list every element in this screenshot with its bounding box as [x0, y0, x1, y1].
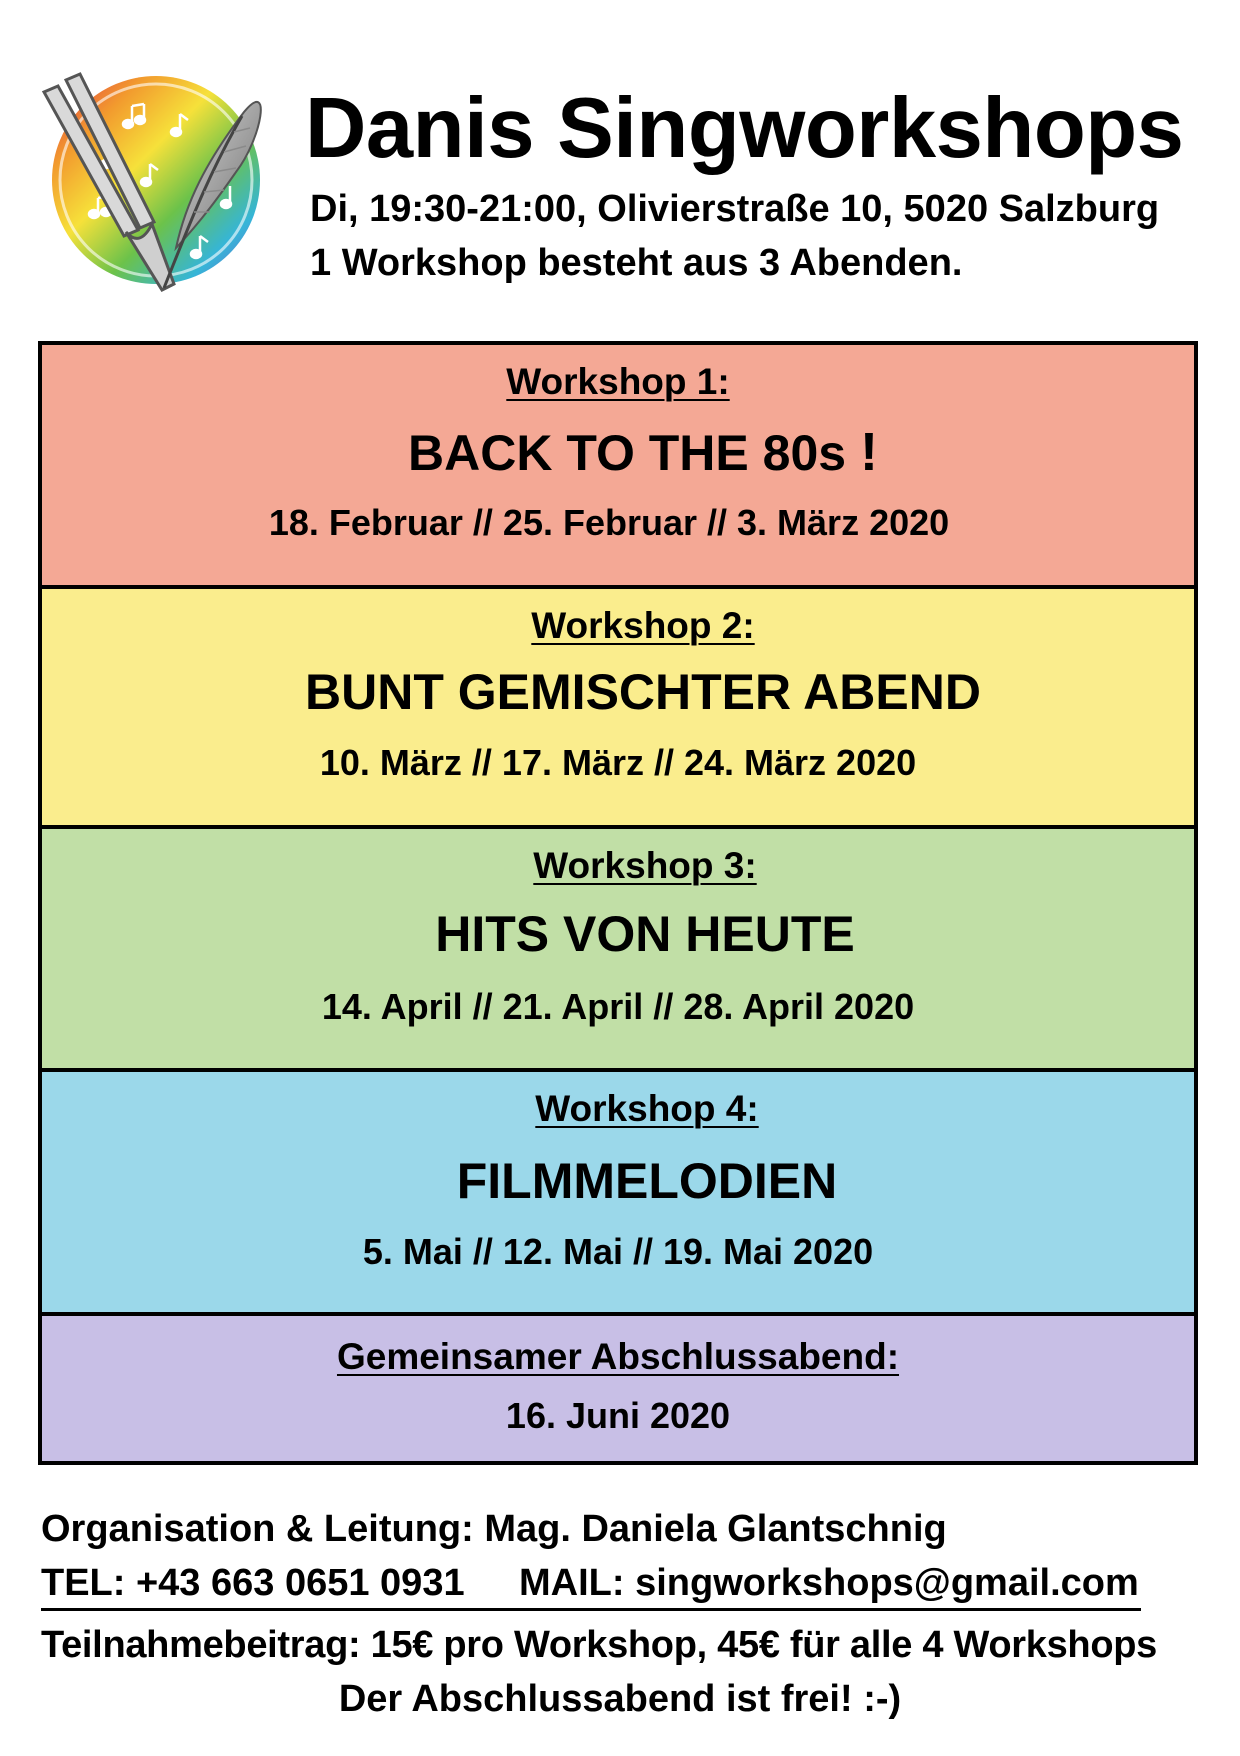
workshop-name: BUNT GEMISCHTER ABEND [305, 664, 981, 720]
phone-number: TEL: +43 663 0651 0931 [41, 1562, 465, 1604]
workshop-name: FILMMELODIEN [456, 1153, 838, 1209]
contact-line [41, 1564, 1141, 1611]
workshop-3-block [42, 825, 1194, 1068]
email-address: MAIL: singworkshops@gmail.com [519, 1562, 1139, 1604]
workshop-dates: 14. April // 21. April // 28. April 2020 [321, 986, 915, 1027]
organisation-line: Organisation & Leitung: Mag. Daniela Glantschnig [41, 1508, 947, 1550]
fee-line: Teilnahmebeitrag: 15€ pro Workshop, 45€ für alle 4 Workshops [41, 1624, 1157, 1666]
workshop-name: BACK TO THE 80s ! [408, 422, 878, 482]
final-evening-block [42, 1312, 1194, 1461]
workshop-schedule [38, 341, 1198, 1465]
workshop-dates: 10. März // 17. März // 24. März 2020 [319, 742, 917, 783]
workshop-label: Workshop 4: [535, 1088, 759, 1129]
workshop-4-block [42, 1068, 1194, 1312]
workshop-2-block [42, 585, 1194, 825]
free-note: Der Abschlussabend ist frei! :-) [338, 1678, 902, 1720]
page-title: Danis Singworkshops [305, 81, 1184, 176]
schedule-info: Di, 19:30-21:00, Olivierstraße 10, 5020 Salzburg [310, 188, 1160, 230]
workshop-label: Workshop 3: [533, 845, 757, 886]
workshop-1-block [42, 345, 1194, 585]
workshop-dates: 5. Mai // 12. Mai // 19. Mai 2020 [362, 1231, 874, 1272]
workshop-dates: 18. Februar // 25. Februar // 3. März 2020 [268, 502, 950, 543]
final-evening-label: Gemeinsamer Abschlussabend: [336, 1336, 900, 1377]
workshop-info: 1 Workshop besteht aus 3 Abenden. [310, 242, 963, 284]
final-evening-date: 16. Juni 2020 [505, 1395, 731, 1436]
workshop-label: Workshop 2: [531, 605, 755, 646]
tuning-fork-feather-music-notes-icon [36, 52, 276, 302]
workshop-name: HITS VON HEUTE [435, 906, 855, 962]
workshop-label: Workshop 1: [506, 361, 730, 402]
